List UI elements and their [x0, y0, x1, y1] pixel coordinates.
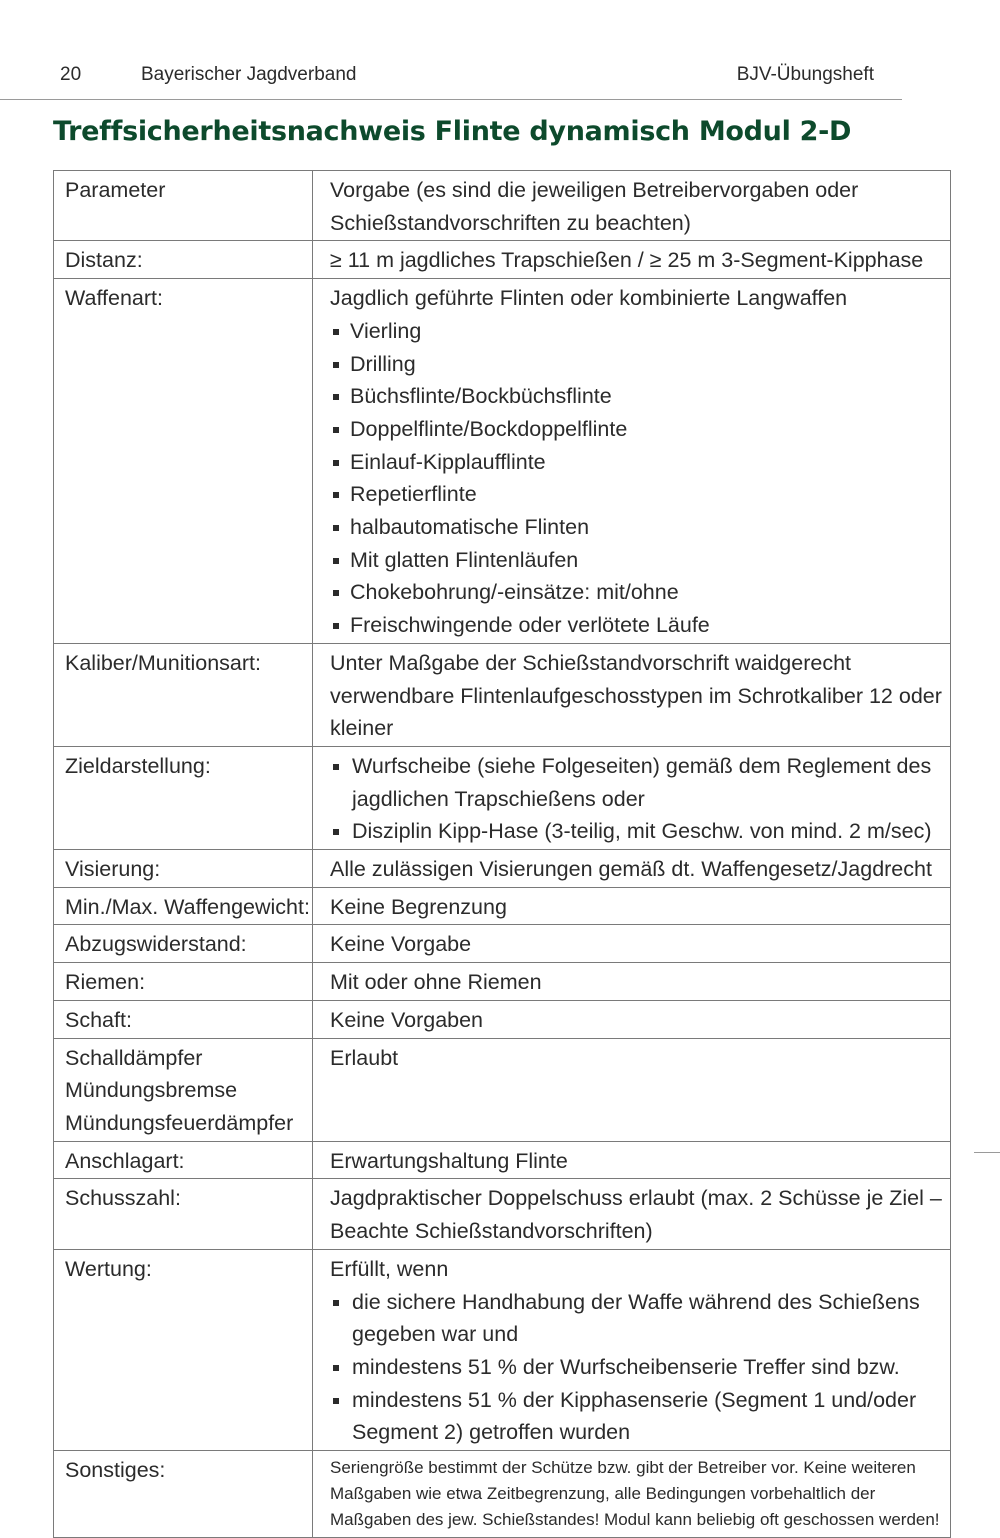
ziel-cell [313, 746, 951, 849]
list-item: Repetierflinte [330, 478, 950, 511]
table-row [54, 887, 951, 925]
table-row [54, 279, 951, 644]
abzug-label: Abzugswiderstand: [54, 925, 313, 963]
list-item: halbautomatische Flinten [330, 511, 950, 544]
riemen-label: Riemen: [54, 963, 313, 1001]
list-item: die sichere Handhabung der Waffe während des Schießens gegeben war und [330, 1286, 950, 1351]
waffenart-cell [313, 279, 951, 644]
list-item: Freischwingende oder verlötete Läufe [330, 609, 950, 642]
requirements-table [53, 170, 951, 1538]
schall-value: Erlaubt [313, 1038, 951, 1141]
list-item: Mit glatten Flintenläufen [330, 544, 950, 577]
schaft-label: Schaft: [54, 1000, 313, 1038]
ziel-list [330, 750, 950, 848]
table-row [54, 963, 951, 1001]
wertung-label: Wertung: [54, 1249, 313, 1450]
anschlag-label: Anschlagart: [54, 1141, 313, 1179]
abzug-value: Keine Vorgabe [313, 925, 951, 963]
gewicht-label: Min./Max. Waffengewicht: [54, 887, 313, 925]
list-item: Vierling [330, 315, 950, 348]
schuss-value: Jagdpraktischer Doppelschuss erlaubt (max. 2 Schüsse je Ziel – Beachte Schießstandvorschriften) [313, 1179, 951, 1249]
sonstiges-label: Sonstiges: [54, 1451, 313, 1538]
table-row [54, 643, 951, 746]
table-row [54, 1038, 951, 1141]
riemen-value: Mit oder ohne Riemen [313, 963, 951, 1001]
list-item: Büchsflinte/Bockbüchsflinte [330, 380, 950, 413]
wertung-list [330, 1286, 950, 1450]
margin-rule [974, 1152, 1000, 1153]
page-title: Treffsicherheitsnachweis Flinte dynamisch Modul 2-D [53, 116, 852, 147]
schall-label: Schalldämpfer [65, 1045, 203, 1070]
visierung-label: Visierung: [54, 850, 313, 888]
waffenart-intro: Jagdlich geführte Flinten oder kombinierte Langwaffen [330, 286, 848, 311]
list-item: Wurfscheibe (siehe Folgeseiten) gemäß dem Reglement des jagdlichen Trapschießens oder [330, 750, 950, 815]
table-row [54, 1249, 951, 1450]
publisher-name: Bayerischer Jagdverband [141, 64, 357, 85]
table-row [54, 1000, 951, 1038]
sonstiges-value: Seriengröße bestimmt der Schütze bzw. gibt der Betreiber vor. Keine weiteren Maßgaben wie etwa Zeitbegrenzung, alle Bedingungen vorbehaltlich der Maßgaben des jew. Schießstandes! Modul kann beliebig oft geschossen werden! [313, 1451, 951, 1538]
anschlag-value: Erwartungshaltung Flinte [313, 1141, 951, 1179]
header-rule [0, 99, 902, 100]
wertung-cell [313, 1249, 951, 1450]
feuerdaempfer-label: Mündungsfeuerdämpfer [65, 1110, 294, 1135]
schaft-value: Keine Vorgaben [313, 1000, 951, 1038]
waffenart-label: Waffenart: [54, 279, 313, 644]
page-number: 20 [60, 64, 82, 85]
schuss-label: Schusszahl: [54, 1179, 313, 1249]
bremse-label: Mündungsbremse [65, 1078, 238, 1103]
schall-label-cell [54, 1038, 313, 1141]
wertung-intro: Erfüllt, wenn [330, 1256, 449, 1281]
parameter-header: Parameter [54, 171, 313, 241]
list-item: mindestens 51 % der Kipphasenserie (Segment 1 und/oder Segment 2) getroffen wurden [330, 1384, 950, 1449]
waffenart-list [330, 315, 950, 642]
page-header [0, 64, 900, 100]
table-row [54, 171, 951, 241]
list-item: Disziplin Kipp-Hase (3-teilig, mit Geschw. von mind. 2 m/sec) [330, 815, 950, 848]
list-item: Chokebohrung/-einsätze: mit/ohne [330, 576, 950, 609]
gewicht-value: Keine Begrenzung [313, 887, 951, 925]
table-row [54, 1179, 951, 1249]
table-row [54, 1451, 951, 1538]
list-item: Drilling [330, 348, 950, 381]
list-item: mindestens 51 % der Wurfscheibenserie Treffer sind bzw. [330, 1351, 950, 1384]
table-row [54, 925, 951, 963]
kaliber-value: Unter Maßgabe der Schießstandvorschrift waidgerecht verwendbare Flintenlaufgeschosstypen im Schrotkaliber 12 oder kleiner [313, 643, 951, 746]
list-item: Einlauf-Kipplaufflinte [330, 446, 950, 479]
visierung-value: Alle zulässigen Visierungen gemäß dt. Waffengesetz/Jagdrecht [313, 850, 951, 888]
table-row [54, 746, 951, 849]
table-row [54, 850, 951, 888]
ziel-label: Zieldarstellung: [54, 746, 313, 849]
distanz-label: Distanz: [54, 241, 313, 279]
list-item: Doppelflinte/Bockdoppelflinte [330, 413, 950, 446]
vorgabe-header: Vorgabe (es sind die jeweiligen Betreibervorgaben oder Schießstandvorschriften zu beachten) [313, 171, 951, 241]
distanz-value: ≥ 11 m jagdliches Trapschießen / ≥ 25 m 3-Segment-Kipphase [313, 241, 951, 279]
kaliber-label: Kaliber/Munitionsart: [54, 643, 313, 746]
table-row [54, 241, 951, 279]
table-row [54, 1141, 951, 1179]
book-title: BJV-Übungsheft [736, 64, 874, 85]
